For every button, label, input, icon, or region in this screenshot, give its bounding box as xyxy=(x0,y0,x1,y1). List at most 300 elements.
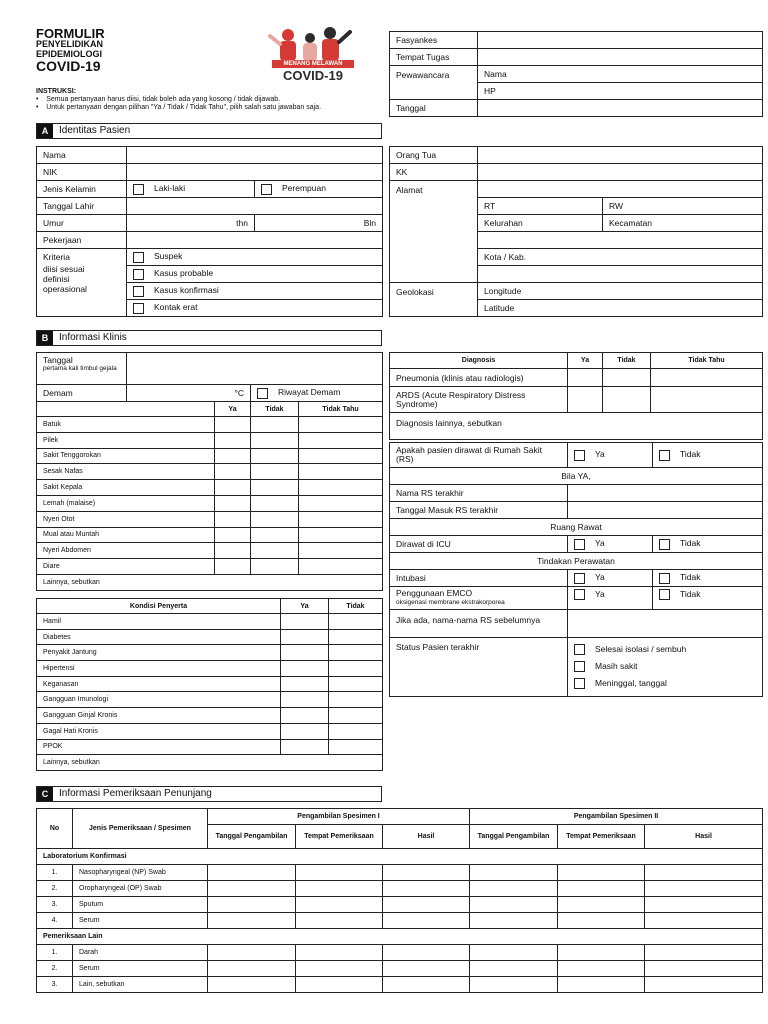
status-meninggal-checkbox[interactable] xyxy=(574,678,585,689)
kontak-label: Kontak erat xyxy=(154,302,198,313)
laki-label: Laki-laki xyxy=(154,183,186,194)
instruction-2: • Untuk pertanyaan dengan pilihan "Ya / Tidak / Tidak Tahu", pilih salah satu jawaban saja. xyxy=(36,104,322,111)
kecamatan-field[interactable] xyxy=(603,215,763,232)
kriteria-suspek[interactable] xyxy=(127,249,383,266)
tgl-masuk-field[interactable] xyxy=(568,502,763,519)
dirawat-rs-ya[interactable] xyxy=(568,443,653,468)
specimen-entry-cell[interactable] xyxy=(296,945,383,961)
symptom-tidaktahu-cell[interactable] xyxy=(299,527,383,543)
kondisi-rows xyxy=(37,614,383,771)
bila-ya-label: Bila YA, xyxy=(390,468,763,485)
specimen-entry-cell[interactable] xyxy=(208,865,296,881)
status-sakit[interactable] xyxy=(574,658,756,675)
kondisi-ya-cell[interactable] xyxy=(281,661,329,677)
specimen-entry-cell[interactable] xyxy=(296,913,383,929)
specimen-row xyxy=(37,865,763,881)
symptom-ya-cell[interactable] xyxy=(215,495,251,511)
symptom-ya-cell[interactable] xyxy=(215,417,251,433)
identitas-left-table xyxy=(36,146,383,317)
kriteria-cell xyxy=(37,249,127,317)
specimen-entry-cell[interactable] xyxy=(383,897,470,913)
emco-note: oksigenasi membrane ekstrakorporea xyxy=(396,599,505,606)
alamat-spacer xyxy=(478,232,763,249)
longitude-label: Longitude xyxy=(484,286,522,296)
lab-rows xyxy=(37,865,763,929)
kondisi-tidak-cell[interactable] xyxy=(329,629,383,645)
kondisi-tidak-cell[interactable] xyxy=(329,708,383,724)
kondisi-label: Lainnya, sebutkan xyxy=(37,755,383,771)
kondisi-tidak-header: Tidak xyxy=(329,599,383,614)
kondisi-label: Diabetes xyxy=(37,629,281,645)
specimen-entry-cell[interactable] xyxy=(383,913,470,929)
tanggal-gejala-label: Tanggal xyxy=(43,355,73,365)
rt-field[interactable] xyxy=(478,198,603,215)
tanggal-gejala-cell xyxy=(37,353,127,385)
specimen-entry-cell[interactable] xyxy=(296,977,383,993)
kriteria-note: diisi sesuai definisi operasional xyxy=(43,264,87,294)
symptom-tidak-cell[interactable] xyxy=(251,417,299,433)
section-c-letter: C xyxy=(37,787,53,801)
perempuan-option[interactable] xyxy=(255,181,383,198)
pemeriksaan-lain-header: Pemeriksaan Lain xyxy=(37,929,763,945)
specimen-no: 2. xyxy=(37,881,73,897)
icu-ya-checkbox[interactable] xyxy=(574,539,585,550)
diagnosis-ya-header: Ya xyxy=(568,353,603,369)
specimen-entry-cell[interactable] xyxy=(296,865,383,881)
emco-cell xyxy=(390,587,568,610)
suspek-checkbox[interactable] xyxy=(133,252,144,263)
kondisi-ya-cell[interactable] xyxy=(281,614,329,630)
emco-label: Penggunaan EMCO xyxy=(396,588,473,598)
specimen-entry-cell[interactable] xyxy=(296,897,383,913)
ards-ya[interactable] xyxy=(568,387,603,413)
kontak-checkbox[interactable] xyxy=(133,303,144,314)
title-line-1: FORMULIR xyxy=(36,26,105,41)
tindakan-label: Tindakan Perawatan xyxy=(390,553,763,570)
kriteria-probable[interactable] xyxy=(127,266,383,283)
symptom-tidak-cell[interactable] xyxy=(251,543,299,559)
icu-ya-label: Ya xyxy=(595,538,605,549)
kondisi-table xyxy=(36,598,383,771)
icu-tidak[interactable] xyxy=(653,536,763,553)
thn-label: thn xyxy=(236,218,248,228)
gejala-tidak-header: Tidak xyxy=(251,402,299,417)
specimen-entry-cell[interactable] xyxy=(645,961,763,977)
section-b-letter: B xyxy=(37,331,53,345)
perempuan-checkbox[interactable] xyxy=(261,184,272,195)
symptom-label: Diare xyxy=(37,559,215,575)
dirawat-rs-label: Apakah pasien dirawat di Rumah Sakit (RS) xyxy=(390,443,568,468)
specimen-entry-cell[interactable] xyxy=(470,897,558,913)
symptom-label: Lemah (malaise) xyxy=(37,495,215,511)
kota-field[interactable] xyxy=(478,249,763,266)
kondisi-ya-cell[interactable] xyxy=(281,739,329,755)
symptom-tidaktahu-cell[interactable] xyxy=(299,448,383,464)
kondisi-row xyxy=(37,755,383,771)
kriteria-konfirmasi[interactable] xyxy=(127,283,383,300)
symptom-ya-cell[interactable] xyxy=(215,448,251,464)
specimen-entry-cell[interactable] xyxy=(645,881,763,897)
penunjang-table xyxy=(36,808,763,993)
symptom-row xyxy=(37,495,383,511)
pneumonia-ya[interactable] xyxy=(568,369,603,387)
symptom-label: Batuk xyxy=(37,417,215,433)
specimen-row xyxy=(37,897,763,913)
pewawancara-hp-field[interactable] xyxy=(478,83,763,100)
symptom-tidak-cell[interactable] xyxy=(251,432,299,448)
celsius-unit: °C xyxy=(234,388,244,398)
pewawancara-label: Pewawancara xyxy=(390,66,478,100)
instructions xyxy=(36,88,381,112)
pewawancara-nama-field[interactable] xyxy=(478,66,763,83)
s1-tanggal-header: Tanggal Pengambilan xyxy=(208,825,296,849)
specimen-name: Serum xyxy=(73,913,208,929)
section-a-header xyxy=(36,123,382,139)
riwayat-demam-checkbox[interactable] xyxy=(257,388,268,399)
specimen-entry-cell[interactable] xyxy=(470,865,558,881)
emco-ya-checkbox[interactable] xyxy=(574,589,585,600)
diagnosis-tidaktahu-header: Tidak Tahu xyxy=(651,353,763,369)
specimen-entry-cell[interactable] xyxy=(558,897,645,913)
probable-label: Kasus probable xyxy=(154,268,214,279)
symptom-row xyxy=(37,543,383,559)
symptom-tidak-cell[interactable] xyxy=(251,464,299,480)
diagnosis-lain-label: Diagnosis lainnya, sebutkan xyxy=(396,418,502,428)
symptom-label: Sesak Nafas xyxy=(37,464,215,480)
dirawat-rs-tidak[interactable] xyxy=(653,443,763,468)
specimen-row xyxy=(37,945,763,961)
symptom-label: Pilek xyxy=(37,432,215,448)
symptom-tidak-cell[interactable] xyxy=(251,448,299,464)
riwayat-demam-label: Riwayat Demam xyxy=(278,387,341,398)
demam-field[interactable] xyxy=(127,385,251,402)
symptom-label: Lainnya, sebutkan xyxy=(37,574,383,590)
specimen-entry-cell[interactable] xyxy=(208,977,296,993)
spesimen2-header: Pengambilan Spesimen II xyxy=(470,809,763,825)
symptom-row xyxy=(37,417,383,433)
nama-field[interactable] xyxy=(127,147,383,164)
alamat-field[interactable] xyxy=(478,181,763,198)
nama-label: Nama xyxy=(37,147,127,164)
specimen-name: Lain, sebutkan xyxy=(73,977,208,993)
symptom-tidaktahu-cell[interactable] xyxy=(299,464,383,480)
intubasi-label: Intubasi xyxy=(390,570,568,587)
rw-field[interactable] xyxy=(603,198,763,215)
icu-label: Dirawat di ICU xyxy=(390,536,568,553)
diagnosis-tidak-header: Tidak xyxy=(603,353,651,369)
spesimen1-header: Pengambilan Spesimen I xyxy=(208,809,470,825)
instruction-2-text: Untuk pertanyaan dengan pilihan "Ya / Tidak / Tidak Tahu", pilih salah satu jawaban saja. xyxy=(46,104,322,111)
symptom-rows xyxy=(37,417,383,591)
symptom-ya-cell[interactable] xyxy=(215,527,251,543)
kondisi-tidak-cell[interactable] xyxy=(329,676,383,692)
lain-rows xyxy=(37,945,763,993)
probable-checkbox[interactable] xyxy=(133,269,144,280)
emco-ya-label: Ya xyxy=(595,589,605,599)
section-c-header xyxy=(36,786,382,802)
perawatan-table xyxy=(389,442,763,697)
specimen-row xyxy=(37,913,763,929)
jenis-header: Jenis Pemeriksaan / Spesimen xyxy=(73,809,208,849)
intubasi-ya-label: Ya xyxy=(595,572,605,583)
logo-word: COVID-19 xyxy=(283,68,343,83)
konfirmasi-label: Kasus konfirmasi xyxy=(154,285,219,296)
kondisi-tidak-cell[interactable] xyxy=(329,739,383,755)
specimen-row xyxy=(37,881,763,897)
symptom-tidaktahu-cell[interactable] xyxy=(299,511,383,527)
specimen-no: 4. xyxy=(37,913,73,929)
specimen-entry-cell[interactable] xyxy=(558,865,645,881)
kondisi-row xyxy=(37,739,383,755)
bln-label: Bln xyxy=(363,218,376,228)
kondisi-tidak-cell[interactable] xyxy=(329,661,383,677)
orang-tua-field[interactable] xyxy=(478,147,763,164)
kondisi-tidak-cell[interactable] xyxy=(329,692,383,708)
nik-field[interactable] xyxy=(127,164,383,181)
tanggal-lahir-field[interactable] xyxy=(127,198,383,215)
specimen-entry-cell[interactable] xyxy=(470,945,558,961)
symptom-tidaktahu-cell[interactable] xyxy=(299,480,383,496)
identitas-right-table xyxy=(389,146,763,317)
laki-option[interactable] xyxy=(127,181,255,198)
intubasi-tidak[interactable] xyxy=(653,570,763,587)
umur-label: Umur xyxy=(37,215,127,232)
diagnosis-lain-field[interactable] xyxy=(390,413,763,440)
fasyankes-field[interactable] xyxy=(478,32,763,49)
specimen-entry-cell[interactable] xyxy=(208,961,296,977)
ards-tidaktahu[interactable] xyxy=(651,387,763,413)
specimen-entry-cell[interactable] xyxy=(208,913,296,929)
icu-tidak-label: Tidak xyxy=(680,538,701,549)
specimen-name: Sputum xyxy=(73,897,208,913)
status-meninggal[interactable] xyxy=(574,675,756,692)
specimen-entry-cell[interactable] xyxy=(296,881,383,897)
kelurahan-label: Kelurahan xyxy=(484,218,523,228)
longitude-field[interactable] xyxy=(478,283,763,300)
specimen-entry-cell[interactable] xyxy=(208,881,296,897)
kondisi-label: Gangguan Imunologi xyxy=(37,692,281,708)
kondisi-row xyxy=(37,676,383,692)
specimen-entry-cell[interactable] xyxy=(208,945,296,961)
specimen-entry-cell[interactable] xyxy=(558,961,645,977)
emco-tidak-label: Tidak xyxy=(680,589,701,599)
kondisi-ya-cell[interactable] xyxy=(281,708,329,724)
rs-sebelumnya-label: Jika ada, nama-nama RS sebelumnya xyxy=(390,610,568,638)
symptom-row xyxy=(37,480,383,496)
symptom-tidaktahu-cell[interactable] xyxy=(299,543,383,559)
specimen-entry-cell[interactable] xyxy=(383,865,470,881)
specimen-entry-cell[interactable] xyxy=(383,945,470,961)
specimen-entry-cell[interactable] xyxy=(383,961,470,977)
ards-label: ARDS (Acute Respiratory Distress Syndrome) xyxy=(390,387,568,413)
rw-label: RW xyxy=(609,201,624,211)
kondisi-label: Gagal Hati Kronis xyxy=(37,723,281,739)
symptom-label: Mual atau Muntah xyxy=(37,527,215,543)
interview-info-table xyxy=(389,31,763,117)
section-c-title: Informasi Pemeriksaan Penunjang xyxy=(59,788,212,799)
symptom-row xyxy=(37,464,383,480)
tgl-masuk-label: Tanggal Masuk RS terakhir xyxy=(390,502,568,519)
ards-tidak[interactable] xyxy=(603,387,651,413)
kondisi-ya-cell[interactable] xyxy=(281,676,329,692)
specimen-entry-cell[interactable] xyxy=(383,977,470,993)
kriteria-kontak[interactable] xyxy=(127,300,383,317)
tanggal-field[interactable] xyxy=(478,100,763,117)
nama-rs-label: Nama RS terakhir xyxy=(390,485,568,502)
specimen-entry-cell[interactable] xyxy=(470,913,558,929)
symptom-row xyxy=(37,448,383,464)
intubasi-ya[interactable] xyxy=(568,570,653,587)
specimen-entry-cell[interactable] xyxy=(645,977,763,993)
symptom-tidak-cell[interactable] xyxy=(251,480,299,496)
symptom-tidak-cell[interactable] xyxy=(251,511,299,527)
status-sembuh[interactable] xyxy=(574,641,756,658)
tempat-tugas-field[interactable] xyxy=(478,49,763,66)
status-label: Status Pasien terakhir xyxy=(390,638,568,697)
laki-checkbox[interactable] xyxy=(133,184,144,195)
specimen-entry-cell[interactable] xyxy=(470,977,558,993)
s1-hasil-header: Hasil xyxy=(383,825,470,849)
kondisi-row xyxy=(37,661,383,677)
title-line-2: PENYELIDIKAN xyxy=(36,39,104,49)
dirawat-rs-tidak-checkbox[interactable] xyxy=(659,450,670,461)
latitude-field[interactable] xyxy=(478,300,763,317)
kondisi-tidak-cell[interactable] xyxy=(329,723,383,739)
specimen-entry-cell[interactable] xyxy=(470,881,558,897)
symptom-ya-cell[interactable] xyxy=(215,543,251,559)
intubasi-tidak-label: Tidak xyxy=(680,572,701,583)
specimen-name: Nasopharyngeal (NP) Swab xyxy=(73,865,208,881)
symptom-ya-cell[interactable] xyxy=(215,464,251,480)
kondisi-tidak-cell[interactable] xyxy=(329,614,383,630)
dirawat-rs-ya-label: Ya xyxy=(595,449,605,460)
symptom-label: Sakit Tenggorokan xyxy=(37,448,215,464)
pneumonia-tidaktahu[interactable] xyxy=(651,369,763,387)
status-sembuh-checkbox[interactable] xyxy=(574,644,585,655)
intubasi-tidak-checkbox[interactable] xyxy=(659,573,670,584)
symptom-tidak-cell[interactable] xyxy=(251,527,299,543)
s2-hasil-header: Hasil xyxy=(645,825,763,849)
specimen-entry-cell[interactable] xyxy=(558,945,645,961)
kelurahan-field[interactable] xyxy=(478,215,603,232)
emco-ya[interactable] xyxy=(568,587,653,610)
intubasi-ya-checkbox[interactable] xyxy=(574,573,585,584)
symptom-row xyxy=(37,432,383,448)
symptom-tidak-cell[interactable] xyxy=(251,559,299,575)
specimen-entry-cell[interactable] xyxy=(558,881,645,897)
specimen-entry-cell[interactable] xyxy=(558,977,645,993)
symptom-label: Sakit Kepala xyxy=(37,480,215,496)
specimen-entry-cell[interactable] xyxy=(296,961,383,977)
umur-thn-field[interactable] xyxy=(127,215,255,232)
specimen-entry-cell[interactable] xyxy=(383,881,470,897)
logo-banner: MENANG MELAWAN xyxy=(272,60,354,68)
symptom-ya-cell[interactable] xyxy=(215,559,251,575)
emco-tidak[interactable] xyxy=(653,587,763,610)
symptom-ya-cell[interactable] xyxy=(215,511,251,527)
dirawat-rs-ya-checkbox[interactable] xyxy=(574,450,585,461)
icu-tidak-checkbox[interactable] xyxy=(659,539,670,550)
emco-tidak-checkbox[interactable] xyxy=(659,589,670,600)
people-illustration-icon xyxy=(258,26,368,64)
specimen-entry-cell[interactable] xyxy=(645,913,763,929)
alamat-extra-field[interactable] xyxy=(478,266,763,283)
symptom-tidak-cell[interactable] xyxy=(251,495,299,511)
status-options xyxy=(568,638,763,697)
rs-sebelumnya-field[interactable] xyxy=(568,610,763,638)
pewawancara-nama-label: Nama xyxy=(484,69,507,79)
kk-field[interactable] xyxy=(478,164,763,181)
symptom-row xyxy=(37,559,383,575)
specimen-row xyxy=(37,977,763,993)
status-sakit-checkbox[interactable] xyxy=(574,661,585,672)
tempat-tugas-label: Tempat Tugas xyxy=(390,49,478,66)
instructions-title: INSTRUKSI: xyxy=(36,88,77,95)
nama-rs-field[interactable] xyxy=(568,485,763,502)
kondisi-label: Penyakit Jantung xyxy=(37,645,281,661)
kondisi-ya-cell[interactable] xyxy=(281,645,329,661)
konfirmasi-checkbox[interactable] xyxy=(133,286,144,297)
specimen-entry-cell[interactable] xyxy=(470,961,558,977)
symptom-tidaktahu-cell[interactable] xyxy=(299,559,383,575)
symptom-label: Nyeri Otot xyxy=(37,511,215,527)
pekerjaan-field[interactable] xyxy=(127,232,383,249)
kondisi-ya-cell[interactable] xyxy=(281,723,329,739)
title-line-4: COVID-19 xyxy=(36,58,101,74)
section-b-header xyxy=(36,330,382,346)
pneumonia-label: Pneumonia (klinis atau radiologis) xyxy=(390,369,568,387)
tanggal-gejala-field[interactable] xyxy=(127,353,383,385)
specimen-no: 1. xyxy=(37,945,73,961)
specimen-entry-cell[interactable] xyxy=(558,913,645,929)
ruang-rawat-label: Ruang Rawat xyxy=(390,519,763,536)
specimen-entry-cell[interactable] xyxy=(645,897,763,913)
kondisi-tidak-cell[interactable] xyxy=(329,645,383,661)
kota-label: Kota / Kab. xyxy=(484,252,527,262)
covid-logo xyxy=(258,26,368,82)
specimen-entry-cell[interactable] xyxy=(208,897,296,913)
suspek-label: Suspek xyxy=(154,251,183,262)
umur-bln-field[interactable] xyxy=(255,215,383,232)
lab-konfirmasi-header: Laboratorium Konfirmasi xyxy=(37,849,763,865)
gejala-ya-header: Ya xyxy=(215,402,251,417)
gejala-tidaktahu-header: Tidak Tahu xyxy=(299,402,383,417)
gejala-table xyxy=(36,352,383,591)
kondisi-ya-cell[interactable] xyxy=(281,629,329,645)
symptom-tidaktahu-cell[interactable] xyxy=(299,432,383,448)
symptom-tidaktahu-cell[interactable] xyxy=(299,495,383,511)
kondisi-label: Gangguan Ginjal Kronis xyxy=(37,708,281,724)
fasyankes-label: Fasyankes xyxy=(390,32,478,49)
nik-label: NIK xyxy=(37,164,127,181)
symptom-ya-cell[interactable] xyxy=(215,480,251,496)
kondisi-row xyxy=(37,645,383,661)
section-a-letter: A xyxy=(37,124,53,138)
specimen-entry-cell[interactable] xyxy=(645,865,763,881)
icu-ya[interactable] xyxy=(568,536,653,553)
pneumonia-tidak[interactable] xyxy=(603,369,651,387)
riwayat-demam-option[interactable] xyxy=(251,385,383,402)
symptom-ya-cell[interactable] xyxy=(215,432,251,448)
specimen-name: Serum xyxy=(73,961,208,977)
symptom-tidaktahu-cell[interactable] xyxy=(299,417,383,433)
kondisi-row xyxy=(37,692,383,708)
kondisi-ya-cell[interactable] xyxy=(281,692,329,708)
s2-tanggal-header: Tanggal Pengambilan xyxy=(470,825,558,849)
kondisi-row xyxy=(37,614,383,630)
kondisi-label: Hipertensi xyxy=(37,661,281,677)
specimen-entry-cell[interactable] xyxy=(645,945,763,961)
